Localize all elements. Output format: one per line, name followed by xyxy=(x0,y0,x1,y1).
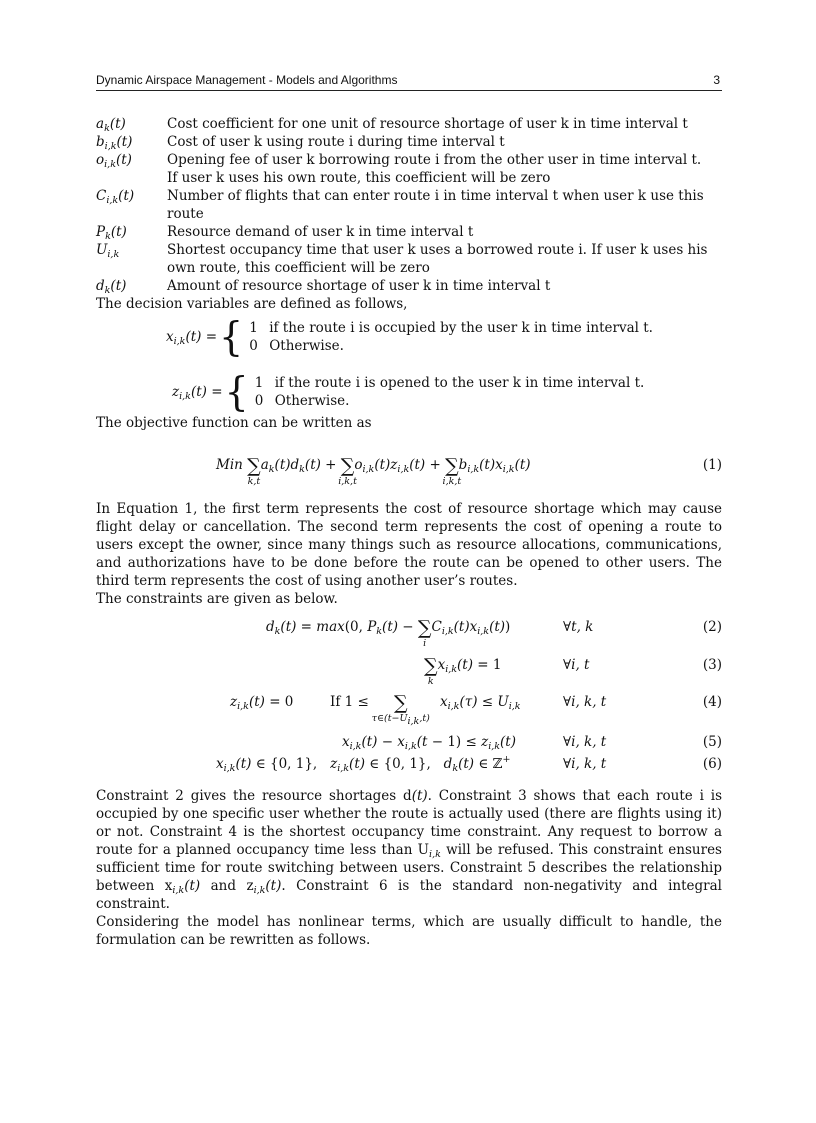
paragraph: Considering the model has nonlinear terms, which are usually difficult to handle, the formulation can be rewritten as follows. xyxy=(96,914,722,948)
definition-text: Resource demand of user k in time interval t xyxy=(167,224,474,240)
case-text: Otherwise. xyxy=(274,393,350,409)
equation-number: (4) xyxy=(702,694,722,710)
definition-symbol: $P_k(t)$ xyxy=(96,224,127,242)
equation-3: ∑ k $x_{i,k}(t) = 1$ ∀i, t (3) xyxy=(424,655,722,687)
equation-number: (1) xyxy=(702,457,722,473)
equation-6: $x_{i,k}(t)$ ∈ {0, 1}, $z_{i,k}(t)$ ∈ {0, 1}, $d_k(t)$ ∈ ℤ+ ∀i, k, t (6) xyxy=(216,754,722,774)
definition-symbol: $o_{i,k}(t)$ xyxy=(96,152,132,170)
header-title: Dynamic Airspace Management - Models and Algorithms xyxy=(96,73,398,87)
definition-item xyxy=(96,133,722,151)
definition-text: route xyxy=(167,206,204,222)
equation-5: $x_{i,k}(t) - x_{i,k}(t - 1) \le z_{i,k}(t)$ ∀i, k, t (5) xyxy=(342,734,722,752)
constraints-intro: The constraints are given as below. xyxy=(96,591,338,607)
definition-item xyxy=(96,187,722,223)
equation-2: $d_k(t) = \max(0$, $P_k(t)$ − ∑ i $C_{i,k}(t)x_{i,k}(t)$) ∀t, k (2) xyxy=(266,617,722,649)
definition-symbol: $a_k(t)$ xyxy=(96,116,126,134)
definition-text: Amount of resource shortage of user k in time interval t xyxy=(167,278,551,294)
definition-item xyxy=(96,151,722,187)
case-text: if the route i is occupied by the user k in time interval t. xyxy=(269,320,653,336)
equation-number: (2) xyxy=(702,619,722,635)
definition-symbol: $C_{i,k}(t)$ xyxy=(96,188,135,206)
objective-intro: The objective function can be written as xyxy=(96,415,372,431)
definition-item xyxy=(96,115,722,133)
equation-number: (5) xyxy=(702,734,722,750)
definition-item xyxy=(96,241,722,277)
definition-text: If user k uses his own route, this coefficient will be zero xyxy=(167,170,551,186)
z-definition-equation: $z_{i,k}(t)$ = { 1 if the route i is opened to the user k in time interval t. 0 Otherwise. xyxy=(172,368,645,416)
equation-4: $z_{i,k}(t) = 0$ If 1 ≤ ∑ $\tau\in(t-U_{i,k},t)$ $x_{i,k}(\tau) \le U_{i,k}$ ∀i, k, t (4) xyxy=(230,692,722,727)
definition-symbol: $U_{i,k}$ xyxy=(96,242,120,260)
definition-text: Number of flights that can enter route i in time interval t when user k use this xyxy=(167,188,704,204)
decision-intro: The decision variables are defined as follows, xyxy=(96,296,408,312)
definition-item xyxy=(96,277,722,295)
definition-text: own route, this coefficient will be zero xyxy=(167,260,430,276)
case-text: Otherwise. xyxy=(269,338,344,354)
definition-text: Shortest occupancy time that user k uses a borrowed route i. If user k uses his xyxy=(167,242,708,258)
definition-symbol: $d_k(t)$ xyxy=(96,278,127,296)
paragraph: In Equation 1, the first term represents the cost of resource shortage which may cause flight delay or cancellation. The second term represents the cost of opening a route to users except the owner, since many things such as resource allocations, communications, and authorizations have to be done before the route can be opened to other users. The third term represents the cost of using another user’s routes. xyxy=(96,501,722,589)
definition-text: Cost of user k using route i during time interval t xyxy=(167,134,505,150)
definition-text: Cost coefficient for one unit of resource shortage of user k in time interval t xyxy=(167,116,688,132)
equation-number: (6) xyxy=(702,756,722,772)
case-text: if the route i is opened to the user k in time interval t. xyxy=(274,375,645,391)
running-header xyxy=(96,72,722,91)
paragraph: Constraint 2 gives the resource shortages d(t). Constraint 3 shows that each route i is occupied by one specific user whether the route is actually used (there are flights using it) or not. Constraint 4 is the shortest occupancy time constraint. Any request to borrow a route for a planned occupancy time less than $U_{i,k}$ will be refused. This constraint ensures sufficient time for route switching between users. Constraint 5 describes the relationship between $x_{i,k}(t)$ and $z_{i,k}(t)$. Constraint 6 is the standard non-negativity and integral constraint. xyxy=(96,788,723,912)
page-number: 3 xyxy=(713,73,720,87)
definition-text: Opening fee of user k borrowing route i from the other user in time interval t. xyxy=(167,152,702,168)
equation-number: (3) xyxy=(702,657,722,673)
equation-1: Min ∑ k,t $a_k(t)d_k(t)$ + ∑ i,k,t $o_{i,k}(t)z_{i,k}(t)$ + ∑ i,k,t $b_{i,k}(t)x_{i,k}(t)$ (1) xyxy=(216,455,722,487)
body-text xyxy=(96,115,722,949)
x-definition-equation: $x_{i,k}(t)$ = { 1 if the route i is occupied by the user k in time interval t. 0 Otherwise. xyxy=(166,313,653,361)
definition-item xyxy=(96,223,722,241)
definition-list xyxy=(96,115,722,295)
definition-symbol: $b_{i,k}(t)$ xyxy=(96,134,133,152)
